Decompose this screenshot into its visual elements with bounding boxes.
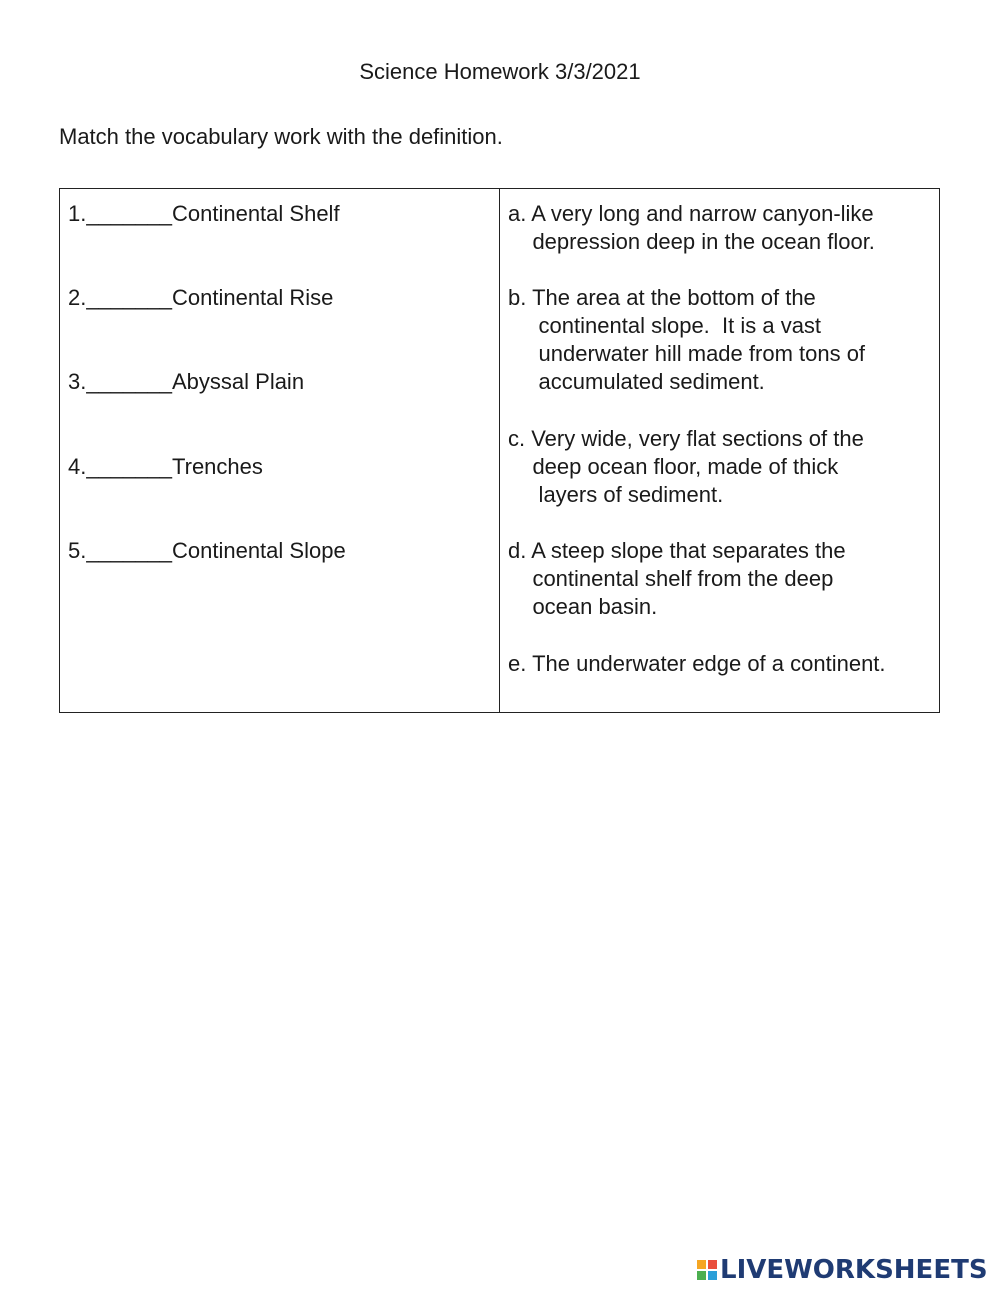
definition-b bbox=[508, 284, 938, 396]
liveworksheets-logo bbox=[697, 1255, 988, 1285]
definition-c bbox=[508, 425, 938, 509]
instructions-text: Match the vocabulary work with the definition. bbox=[59, 124, 503, 149]
definition-d-line-1: d. A steep slope that separates the bbox=[508, 538, 846, 563]
definition-c-line-3: layers of sediment. bbox=[508, 482, 724, 507]
definition-c-line-2: deep ocean floor, made of thick bbox=[508, 454, 839, 479]
definition-b-line-3: underwater hill made from tons of bbox=[508, 341, 866, 366]
definition-a-line-1: a. A very long and narrow canyon-like bbox=[508, 201, 874, 226]
definition-d bbox=[508, 537, 938, 621]
column-divider bbox=[499, 189, 500, 712]
logo-block-1 bbox=[697, 1260, 706, 1269]
definition-a bbox=[508, 200, 938, 256]
definition-b-line-1: b. The area at the bottom of the bbox=[508, 285, 816, 310]
definition-d-line-3: ocean basin. bbox=[508, 594, 658, 619]
term-4: 4._______Trenches bbox=[68, 454, 263, 479]
definition-e bbox=[508, 650, 938, 678]
definition-e-line-1: e. The underwater edge of a continent. bbox=[508, 651, 886, 676]
matching-table bbox=[59, 188, 940, 713]
term-2: 2._______Continental Rise bbox=[68, 285, 334, 310]
logo-text: LIVEWORKSHEETS bbox=[720, 1255, 988, 1285]
definition-a-line-2: depression deep in the ocean floor. bbox=[508, 229, 875, 254]
logo-block-2 bbox=[708, 1260, 717, 1269]
definition-c-line-1: c. Very wide, very flat sections of the bbox=[508, 426, 864, 451]
definition-d-line-2: continental shelf from the deep bbox=[508, 566, 834, 591]
definition-b-line-2: continental slope. It is a vast bbox=[508, 313, 822, 338]
term-5: 5._______Continental Slope bbox=[68, 538, 346, 563]
term-3: 3._______Abyssal Plain bbox=[68, 369, 305, 394]
term-1: 1._______Continental Shelf bbox=[68, 201, 340, 226]
document-title: Science Homework 3/3/2021 bbox=[359, 59, 641, 84]
definition-b-line-4: accumulated sediment. bbox=[508, 369, 765, 394]
logo-block-3 bbox=[697, 1271, 706, 1280]
logo-blocks-icon bbox=[697, 1260, 717, 1280]
logo-block-4 bbox=[708, 1271, 717, 1280]
